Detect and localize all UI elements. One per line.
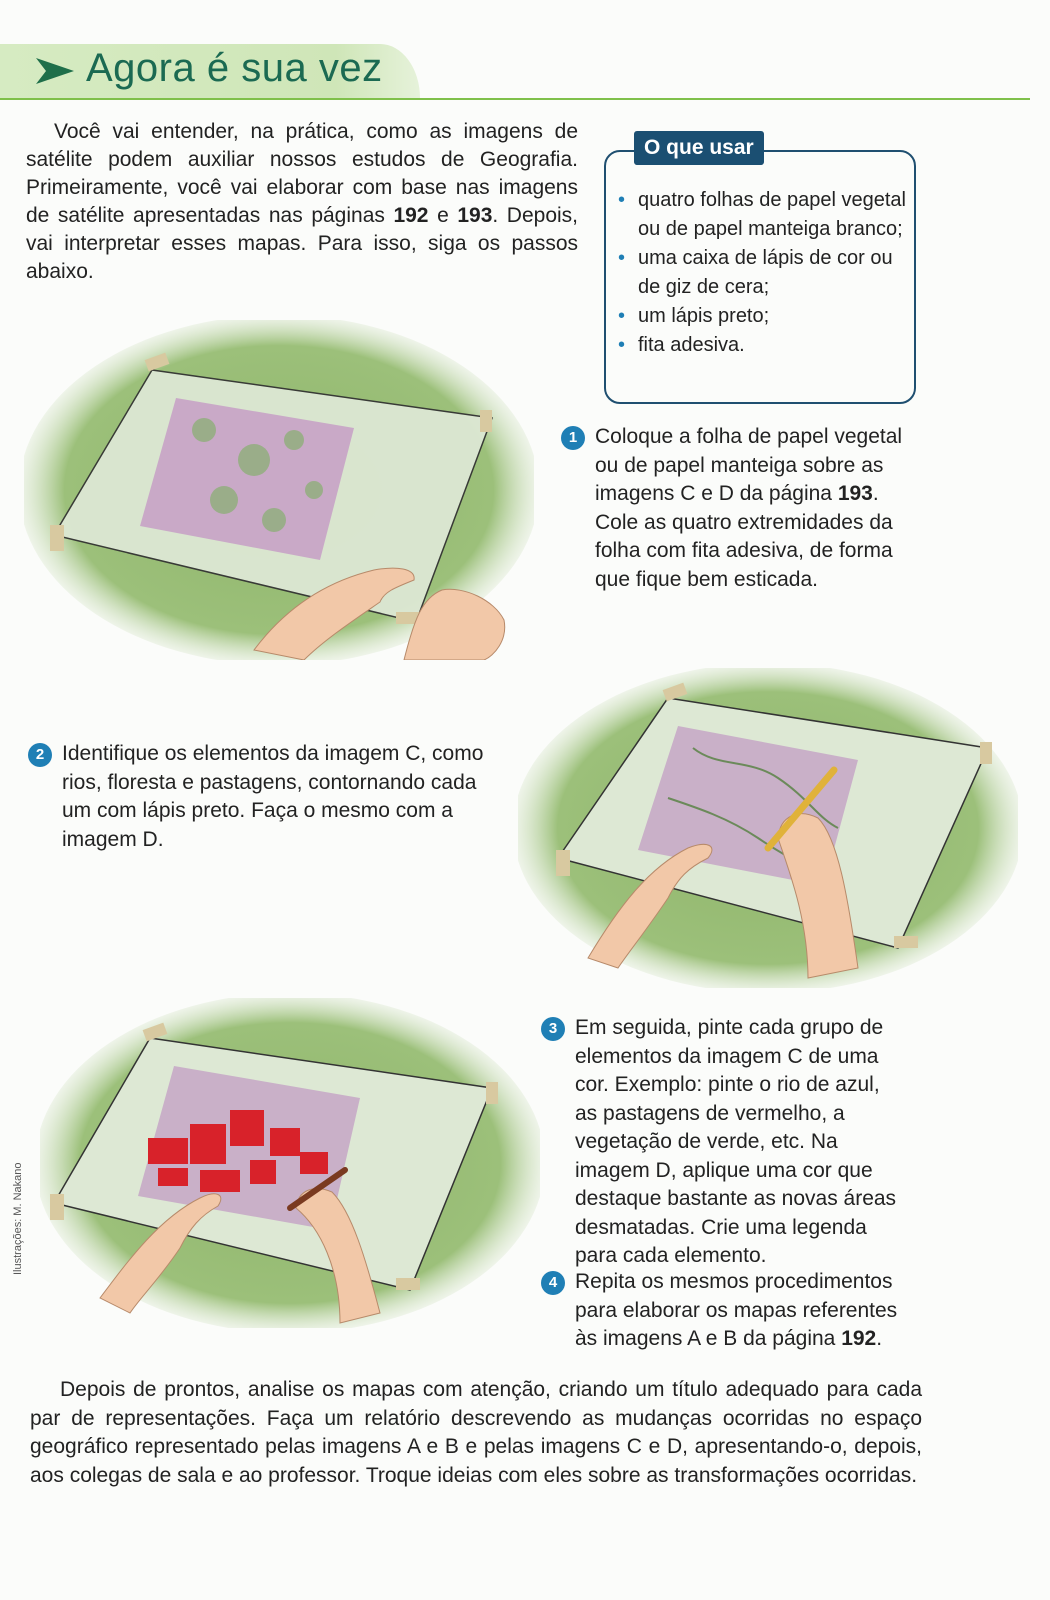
intro-paragraph: Você vai entender, na prática, como as imagens de satélite podem auxiliar nossos estudos de Geografia. Primeiramente, você vai elaborar com base nas imagens de satélite apresentadas nas páginas 192 e 193. Depois, vai interpretar esses mapas. Para isso, siga os passos abaixo. [26, 120, 579, 283]
materials-item: • quatro folhas de papel vegetal ou de papel manteiga branco; [616, 186, 906, 244]
step-1: 1 Coloque a folha de papel vegetal ou de papel manteiga sobre as imagens C e D da página 193. Cole as quatro extremidades da folha com fita adesiva, de forma que fique bem esticada. [595, 423, 915, 594]
illustration-tracing-outline [518, 668, 1018, 988]
step-number-badge: 1 [561, 426, 585, 450]
materials-item: • um lápis preto; [616, 302, 906, 331]
step-3: 3 Em seguida, pinte cada grupo de elementos da imagem C de uma cor. Exemplo: pinte o rio de azul, as pastagens de vermelho, a vegetação de verde, etc. Na imagem D, aplique uma cor que destaque bastante as novas áreas desmatadas. Crie uma legenda para cada elemento. [575, 1014, 905, 1271]
materials-title: O que usar [634, 131, 764, 165]
illustration-taping-sheet [24, 320, 534, 660]
materials-item: • uma caixa de lápis de cor ou de giz de cera; [616, 244, 906, 302]
step-2: 2 Identifique os elementos da imagem C, como rios, floresta e pastagens, contornando cada um com lápis preto. Faça o mesmo com a imagem D. [62, 740, 502, 854]
materials-list [616, 186, 906, 360]
step-number-badge: 3 [541, 1017, 565, 1041]
section-title: Agora é sua vez [86, 46, 383, 90]
materials-box [604, 150, 916, 404]
illustration-credit: Ilustrações: M. Nakano [12, 1162, 24, 1275]
step-4: 4 Repita os mesmos procedimentos para elaborar os mapas referentes às imagens A e B da página 192. [575, 1268, 910, 1354]
step-number-badge: 4 [541, 1271, 565, 1295]
materials-item: • fita adesiva. [616, 331, 906, 360]
arrow-icon [36, 56, 76, 86]
illustration-coloring-map [40, 998, 540, 1328]
step-number-badge: 2 [28, 743, 52, 767]
section-header-rule [0, 98, 1030, 100]
closing-paragraph: Depois de prontos, analise os mapas com atenção, criando um título adequado para cada par de representações. Faça um relatório descrevendo as mudanças ocorridas no espaço geográfico representado pelas imagens A e B e pelas imagens C e D, apresentando-o, depois, aos colegas de sala e ao professor. Troque ideias com eles sobre as transformações ocorridas. [30, 1378, 922, 1487]
